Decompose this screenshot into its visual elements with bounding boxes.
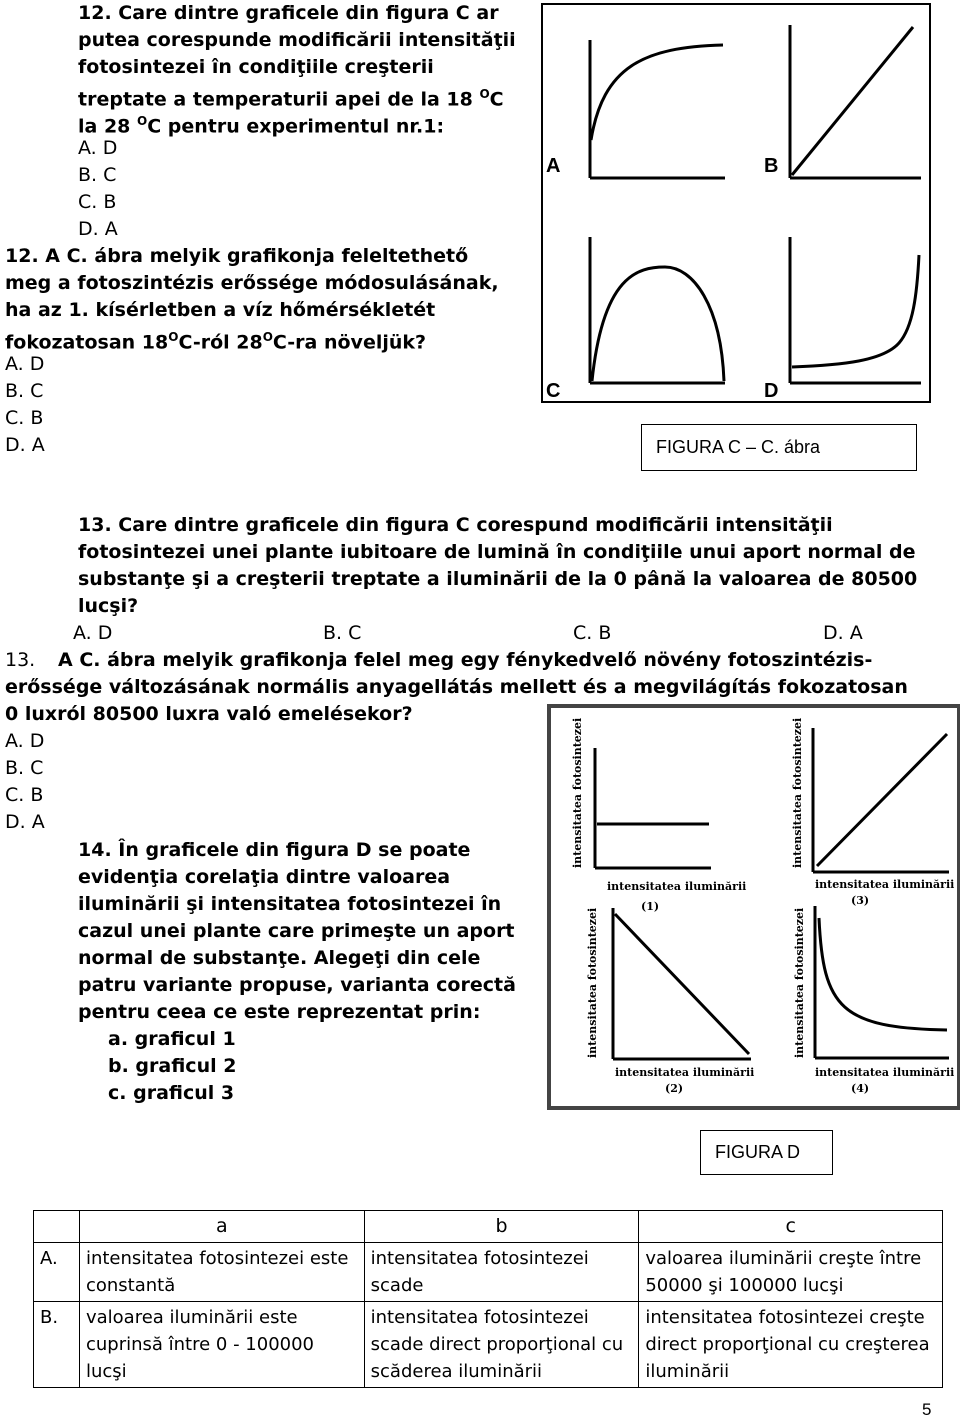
- graph-3-number: (3): [851, 894, 870, 907]
- answer-table: [33, 1210, 943, 1388]
- table-row: [34, 1243, 943, 1302]
- q14-line-4: cazul unei plante care primeşte un aport: [78, 920, 515, 942]
- table-cell: intensitatea fotosintezei scade direct proporţional cu scăderea iluminării: [364, 1302, 639, 1388]
- q12-ro-line-1: 12. Care dintre graficele din figura C ar: [78, 2, 499, 24]
- table-header-corner: [34, 1211, 80, 1243]
- panel-label-d: D: [764, 380, 779, 402]
- graph-2-number: (2): [665, 1082, 684, 1095]
- q13-ro-option-d: D. A: [823, 622, 863, 644]
- graph-b: [790, 25, 921, 178]
- q14-line-6: patru variante propuse, varianta corectă: [78, 974, 516, 996]
- graph-d: [790, 237, 921, 383]
- q13-ro-line-3: substanţe şi a creşterii treptate a iluminării de la 0 până la valoarea de 80500: [78, 568, 918, 590]
- graph-3: [813, 728, 949, 872]
- q13-ro-line-4: lucşi?: [78, 595, 139, 617]
- q14-line-3: iluminării şi intensitatea fotosintezei în: [78, 893, 502, 915]
- q13-hu-option-c: C. B: [5, 784, 44, 806]
- q12-hu-line-3: ha az 1. kísérletben a víz hőmérsékletét: [5, 299, 436, 321]
- table-cell: intensitatea fotosintezei scade: [364, 1243, 639, 1302]
- panel-label-b: B: [764, 155, 779, 177]
- q13-hu-option-a: A. D: [5, 730, 45, 752]
- q13-ro-option-c: C. B: [573, 622, 612, 644]
- q14-line-1: 14. În graficele din figura D se poate: [78, 839, 471, 861]
- table-cell: intensitatea fotosintezei creşte direct proporţional cu creşterea iluminării: [639, 1302, 943, 1388]
- q14-option-b: b. graficul 2: [108, 1055, 237, 1077]
- graph-1-number: (1): [641, 900, 660, 913]
- graph-1: [595, 748, 711, 868]
- table-header-c: c: [639, 1211, 943, 1243]
- q13-hu-line-2: erőssége változásának normális anyagellátás mellett és a megvilágítás fokozatosan: [5, 676, 908, 698]
- panel-label-c: C: [546, 380, 561, 402]
- q13-ro-option-a: A. D: [73, 622, 113, 644]
- q13-ro-line-1: 13. Care dintre graficele din figura C corespund modificării intensităţii: [78, 514, 833, 536]
- q12-hu-option-d: D. A: [5, 434, 45, 456]
- q12-ro-option-d: D. A: [78, 218, 118, 240]
- q13-ro-option-b: B. C: [323, 622, 362, 644]
- q14-option-c: c. graficul 3: [108, 1082, 235, 1104]
- q12-ro-option-b: B. C: [78, 164, 117, 186]
- q13-hu-number: 13.: [5, 649, 36, 671]
- panel-label-a: A: [546, 155, 561, 177]
- page-number: 5: [922, 1400, 932, 1419]
- q12-hu-line-4: fokozatosan $18^OC$-ról $28^OC-ra$ növeljük?: [5, 330, 427, 354]
- table-row-label: B.: [34, 1302, 80, 1388]
- q12-ro-line-2: putea corespunde modificării intensităţii: [78, 29, 516, 51]
- q14-line-2: evidenţia corelaţia dintre valoarea: [78, 866, 451, 888]
- q12-ro-option-c: C. B: [78, 191, 117, 213]
- graph-1-x-label: intensitatea iluminării: [607, 880, 747, 893]
- graph-3-y-label: intensitatea fotosintezei: [791, 717, 804, 868]
- q12-ro-option-a: A. D: [78, 137, 118, 159]
- q14-line-7: pentru ceea ce este reprezentat prin:: [78, 1001, 481, 1023]
- figure-d-graphs: [551, 708, 957, 1106]
- q13-hu-line-1: A C. ábra melyik grafikonja felel meg egy fénykedvelő növény fotoszintézis-: [58, 649, 873, 671]
- q13-ro-line-2: fotosintezei unei plante iubitoare de lumină în condiţiile unui aport normal de: [78, 541, 916, 563]
- figure-c-graphs: [543, 5, 929, 401]
- table-header-b: b: [364, 1211, 639, 1243]
- graph-4: [815, 906, 949, 1058]
- graph-4-y-label: intensitatea fotosintezei: [793, 907, 806, 1058]
- graph-2-x-label: intensitatea iluminării: [615, 1066, 755, 1079]
- graph-4-x-label: intensitatea iluminării: [815, 1066, 955, 1079]
- q12-hu-line-2: meg a fotoszintézis erőssége módosulásának,: [5, 272, 499, 294]
- graph-a: [590, 40, 725, 178]
- table-header-a: a: [79, 1211, 364, 1243]
- graph-4-number: (4): [851, 1082, 870, 1095]
- figure-d-caption: FIGURA D: [700, 1130, 833, 1175]
- q12-ro-line-4: treptate a temperaturii apei de la 18 $^O$C: [78, 87, 504, 111]
- q13-hu-line-3: 0 luxról 80500 luxra való emelésekor?: [5, 703, 413, 725]
- q12-ro-line-3: fotosintezei în condiţiile creşterii: [78, 56, 434, 78]
- q12-hu-option-c: C. B: [5, 407, 44, 429]
- graph-1-y-label: intensitatea fotosintezei: [571, 717, 584, 868]
- q12-hu-line-1: 12. A C. ábra melyik grafikonja feleltethető: [5, 245, 469, 267]
- figure-c-caption: FIGURA C – C. ábra: [641, 424, 917, 471]
- table-row-label: A.: [34, 1243, 80, 1302]
- q14-line-5: normal de substanţe. Alegeţi din cele: [78, 947, 481, 969]
- graph-2-y-label: intensitatea fotosintezei: [586, 907, 599, 1058]
- figure-c: [541, 3, 931, 403]
- table-cell: valoarea iluminării creşte între 50000 şi 100000 lucşi: [639, 1243, 943, 1302]
- q13-hu-option-b: B. C: [5, 757, 44, 779]
- table-header-row: [34, 1211, 943, 1243]
- graph-2: [613, 908, 751, 1059]
- table-cell: intensitatea fotosintezei este constantă: [79, 1243, 364, 1302]
- table-row: [34, 1302, 943, 1388]
- figure-d: [547, 704, 960, 1110]
- graph-3-x-label: intensitatea iluminării: [815, 878, 955, 891]
- graph-c: [590, 237, 725, 383]
- table-cell: valoarea iluminării este cuprinsă între 0 - 100000 lucşi: [79, 1302, 364, 1388]
- q12-ro-line-5: la 28 $^O$C pentru experimentul nr.1:: [78, 114, 445, 138]
- q13-hu-option-d: D. A: [5, 811, 45, 833]
- q12-hu-option-a: A. D: [5, 353, 45, 375]
- q12-hu-option-b: B. C: [5, 380, 44, 402]
- q14-option-a: a. graficul 1: [108, 1028, 236, 1050]
